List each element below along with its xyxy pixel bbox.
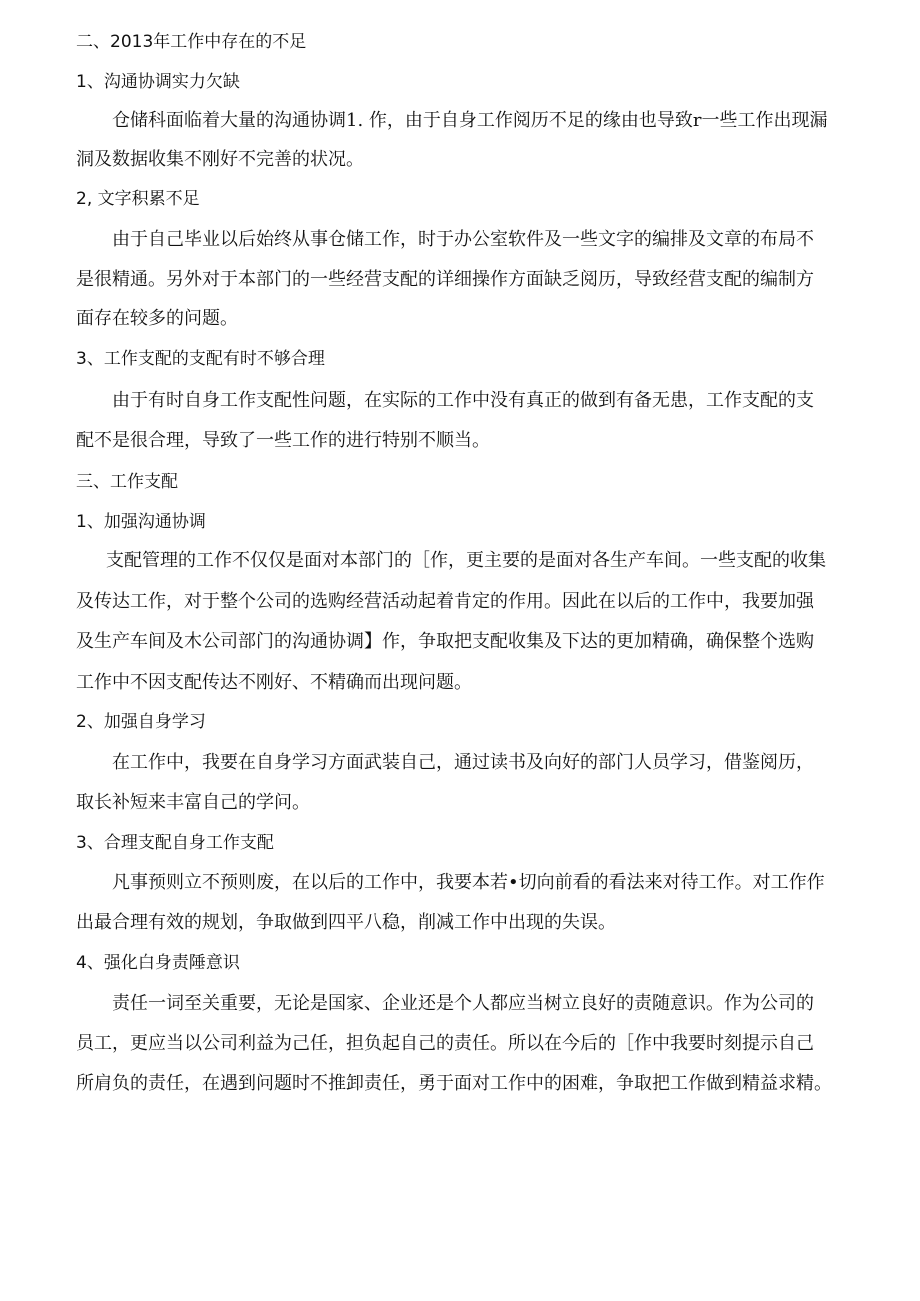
s3-item-4-line-2: 员工，更应当以公司利益为己任，担负起自己的责任。所以在今后的［作中我要时刻提示自己 [76, 1033, 814, 1054]
s3-item-1-line-2: 及传达工作，对于整个公司的选购经营活动起着肯定的作用。因此在以后的工作中，我要加强 [76, 591, 814, 612]
s3-item-1-line-4: 工作中不因支配传达不刚好、不精确而出现问题。 [76, 672, 472, 693]
s3-item-1-line-1: 支配管理的工作不仅仅是面对本部门的［作，更主要的是面对各生产车间。一些支配的收集 [106, 550, 826, 571]
s2-item-1-line-1: 仓储科面临着大量的沟通协调1. 作，由于自身工作阅历不足的缘由也导致r一些工作出现漏 [112, 110, 828, 131]
s2-item-2-line-3: 面存在较多的问题。 [76, 308, 238, 329]
s3-item-3-line-1: 凡事预则立不预则废，在以后的工作中，我要本若•切向前看的看法来对待工作。对工作作 [112, 872, 825, 893]
s3-item-1-line-3: 及生产车间及木公司部门的沟通协调】作，争取把支配收集及下达的更加精确，确保整个选购 [76, 631, 814, 652]
s3-item-2-line-2: 取长补短来丰富自己的学问。 [76, 792, 310, 813]
section-2-title: 二、2013年工作中存在的不足 [76, 32, 307, 52]
s3-item-3-title: 3、合理支配自身工作支配 [76, 833, 274, 853]
s3-item-2-line-1: 在工作中，我要在自身学习方面武装自己，通过读书及向好的部门人员学习，借鉴阅历， [112, 752, 814, 773]
s3-item-4-title: 4、强化白身责陲意识 [76, 953, 240, 973]
s3-item-3-line-2: 出最合理有效的规划，争取做到四平八稳，削减工作中出现的失误。 [76, 912, 616, 933]
s2-item-1-title: 1、沟通协调实力欠缺 [76, 72, 240, 92]
s2-item-2-line-1: 由于自己毕业以后始终从事仓储工作，时于办公室软件及一些文字的编排及文章的布局不 [112, 229, 814, 250]
section-3-title: 三、工作支配 [76, 472, 178, 492]
s2-item-1-line-2: 洞及数据收集不刚好不完善的状况。 [76, 149, 364, 170]
s3-item-4-line-3: 所肩负的责任，在遇到问题时不推卸责任，勇于面对工作中的困难，争取把工作做到精益求精。 [76, 1073, 832, 1094]
s2-item-2-line-2: 是很精通。另外对于本部门的一些经营支配的详细操作方面缺乏阅历，导致经营支配的编制方 [76, 269, 814, 290]
s3-item-1-title: 1、加强沟通协调 [76, 512, 206, 532]
s3-item-2-title: 2、加强自身学习 [76, 712, 206, 732]
s2-item-3-line-1: 由于有时自身工作支配性问题，在实际的工作中没有真正的做到有备无患，工作支配的支 [112, 390, 814, 411]
s2-item-3-line-2: 配不是很合理，导致了一些工作的进行特别不顺当。 [76, 430, 490, 451]
s3-item-4-line-1: 责任一词至关重要，无论是国家、企业还是个人都应当树立良好的责随意识。作为公司的 [112, 993, 814, 1014]
s2-item-2-title: 2, 文字积累不足 [76, 189, 200, 209]
s2-item-3-title: 3、工作支配的支配有时不够合理 [76, 349, 325, 369]
